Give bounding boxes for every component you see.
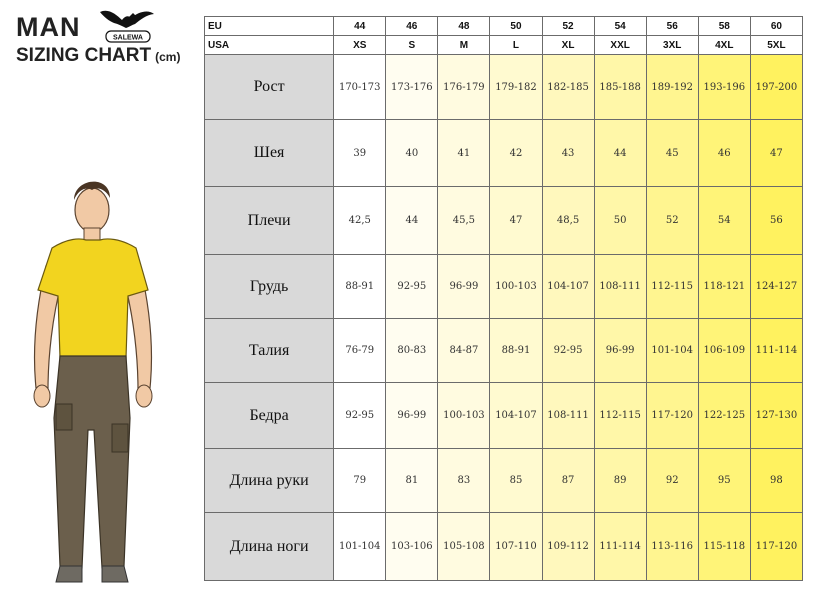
measurement-label: Рост <box>205 55 334 120</box>
measurement-cell: 44 <box>594 120 646 187</box>
measurement-cell: 109-112 <box>542 513 594 581</box>
man-illustration <box>22 168 167 598</box>
measurement-cell: 45,5 <box>438 187 490 255</box>
measurement-cell: 84-87 <box>438 319 490 383</box>
header-label: EU <box>205 17 334 36</box>
header-size-cell: 46 <box>386 17 438 36</box>
header-size-cell: 5XL <box>750 36 802 55</box>
measurement-cell: 112-115 <box>646 255 698 319</box>
table-row <box>205 319 803 383</box>
measurement-cell: 118-121 <box>698 255 750 319</box>
measurement-cell: 96-99 <box>386 383 438 449</box>
header-size-cell: XL <box>542 36 594 55</box>
measurement-cell: 113-116 <box>646 513 698 581</box>
measurement-cell: 79 <box>334 449 386 513</box>
measurement-cell: 101-104 <box>646 319 698 383</box>
measurement-cell: 41 <box>438 120 490 187</box>
measurement-cell: 105-108 <box>438 513 490 581</box>
table-row <box>205 255 803 319</box>
measurement-cell: 124-127 <box>750 255 802 319</box>
measurement-cell: 179-182 <box>490 55 542 120</box>
measurement-label: Длина ноги <box>205 513 334 581</box>
header-size-cell: 4XL <box>698 36 750 55</box>
table-row <box>205 120 803 187</box>
header-label: USA <box>205 36 334 55</box>
header-size-cell: L <box>490 36 542 55</box>
header-size-cell: 3XL <box>646 36 698 55</box>
header-size-cell: S <box>386 36 438 55</box>
measurement-cell: 173-176 <box>386 55 438 120</box>
measurement-cell: 47 <box>490 187 542 255</box>
measurement-label: Длина руки <box>205 449 334 513</box>
measurement-cell: 106-109 <box>698 319 750 383</box>
title-sub-text: SIZING CHART <box>16 45 152 66</box>
measurement-cell: 115-118 <box>698 513 750 581</box>
measurement-cell: 111-114 <box>594 513 646 581</box>
measurement-cell: 92-95 <box>542 319 594 383</box>
measurement-cell: 92-95 <box>334 383 386 449</box>
sizing-table <box>204 16 803 581</box>
measurement-cell: 100-103 <box>438 383 490 449</box>
header-size-cell: 58 <box>698 17 750 36</box>
measurement-cell: 111-114 <box>750 319 802 383</box>
header-row-usa <box>205 36 803 55</box>
header-size-cell: 44 <box>334 17 386 36</box>
measurement-cell: 117-120 <box>646 383 698 449</box>
measurement-cell: 44 <box>386 187 438 255</box>
measurement-label: Бедра <box>205 383 334 449</box>
measurement-cell: 127-130 <box>750 383 802 449</box>
header-size-cell: 60 <box>750 17 802 36</box>
header-row-eu <box>205 17 803 36</box>
measurement-cell: 48,5 <box>542 187 594 255</box>
table-row <box>205 187 803 255</box>
measurement-cell: 46 <box>698 120 750 187</box>
measurement-label: Шея <box>205 120 334 187</box>
measurement-cell: 45 <box>646 120 698 187</box>
measurement-cell: 197-200 <box>750 55 802 120</box>
measurement-cell: 176-179 <box>438 55 490 120</box>
logo-text: SALEWA <box>113 34 143 42</box>
measurement-label: Талия <box>205 319 334 383</box>
measurement-cell: 92-95 <box>386 255 438 319</box>
measurement-cell: 108-111 <box>594 255 646 319</box>
measurement-cell: 56 <box>750 187 802 255</box>
header-size-cell: 52 <box>542 17 594 36</box>
table-row <box>205 383 803 449</box>
measurement-cell: 122-125 <box>698 383 750 449</box>
header-size-cell: 50 <box>490 17 542 36</box>
measurement-cell: 96-99 <box>594 319 646 383</box>
measurement-cell: 76-79 <box>334 319 386 383</box>
measurement-cell: 112-115 <box>594 383 646 449</box>
table-row <box>205 513 803 581</box>
title-unit: (cm) <box>155 50 181 64</box>
measurement-cell: 101-104 <box>334 513 386 581</box>
title-man: MAN <box>16 12 81 42</box>
measurement-cell: 42 <box>490 120 542 187</box>
measurement-cell: 92 <box>646 449 698 513</box>
measurement-cell: 52 <box>646 187 698 255</box>
measurement-cell: 47 <box>750 120 802 187</box>
measurement-cell: 104-107 <box>490 383 542 449</box>
header-size-cell: M <box>438 36 490 55</box>
measurement-cell: 83 <box>438 449 490 513</box>
measurement-cell: 98 <box>750 449 802 513</box>
measurement-label: Плечи <box>205 187 334 255</box>
measurement-cell: 39 <box>334 120 386 187</box>
measurement-cell: 54 <box>698 187 750 255</box>
measurement-cell: 88-91 <box>490 319 542 383</box>
measurement-cell: 85 <box>490 449 542 513</box>
measurement-cell: 185-188 <box>594 55 646 120</box>
measurement-cell: 43 <box>542 120 594 187</box>
measurement-cell: 182-185 <box>542 55 594 120</box>
measurement-cell: 170-173 <box>334 55 386 120</box>
measurement-cell: 96-99 <box>438 255 490 319</box>
measurement-cell: 50 <box>594 187 646 255</box>
measurement-cell: 100-103 <box>490 255 542 319</box>
eagle-wings-icon <box>100 11 154 28</box>
header-size-cell: 54 <box>594 17 646 36</box>
measurement-cell: 87 <box>542 449 594 513</box>
measurement-cell: 89 <box>594 449 646 513</box>
measurement-cell: 88-91 <box>334 255 386 319</box>
measurement-cell: 42,5 <box>334 187 386 255</box>
measurement-cell: 103-106 <box>386 513 438 581</box>
header-size-cell: XS <box>334 36 386 55</box>
salewa-eagle-logo <box>98 6 156 48</box>
table-row <box>205 55 803 120</box>
measurement-label: Грудь <box>205 255 334 319</box>
measurement-cell: 108-111 <box>542 383 594 449</box>
measurement-cell: 107-110 <box>490 513 542 581</box>
header-size-cell: XXL <box>594 36 646 55</box>
header-size-cell: 56 <box>646 17 698 36</box>
table-row <box>205 449 803 513</box>
measurement-cell: 104-107 <box>542 255 594 319</box>
measurement-cell: 80-83 <box>386 319 438 383</box>
measurement-cell: 193-196 <box>698 55 750 120</box>
measurement-cell: 95 <box>698 449 750 513</box>
measurement-cell: 81 <box>386 449 438 513</box>
measurement-cell: 40 <box>386 120 438 187</box>
measurement-cell: 189-192 <box>646 55 698 120</box>
measurement-cell: 117-120 <box>750 513 802 581</box>
header-size-cell: 48 <box>438 17 490 36</box>
